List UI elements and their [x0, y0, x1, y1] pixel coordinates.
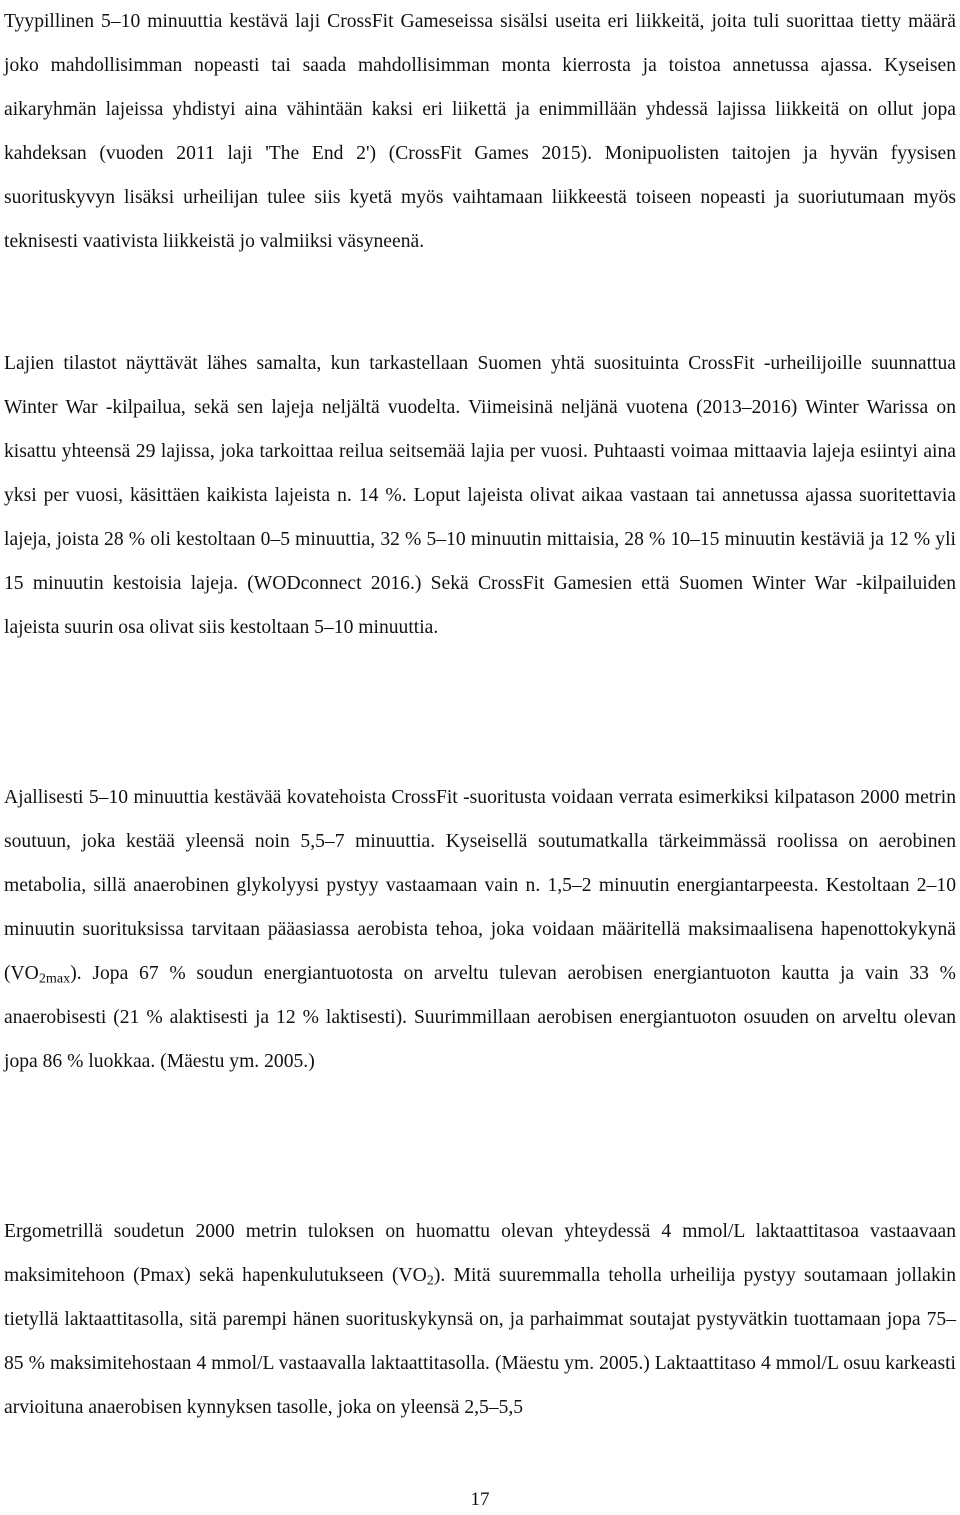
- vo2max-subscript: 2max: [38, 970, 71, 987]
- paragraph-text: Lajien tilastot näyttävät lähes samalta, kun tarkastellaan Suomen yhtä suosituinta CrossFit -urheilijoille suunnattua Winter War -kilpailua, sekä sen lajeja neljältä vuodelta. Viimeisinä neljänä vuotena (2013–2016) Winter Warissa on kisattu yhteensä 29 lajissa, joka tarkoittaa reilua seitsemää lajia per vuosi. Puhtaasti voimaa mittaavia lajeja esiintyi aina yksi per vuosi, käsittäen kaikista lajeista n. 14 %. Loput lajeista olivat aikaa vastaan tai annetussa ajassa suoritettavia lajeja, joista 28 % oli kestoltaan 0–5 minuuttia, 32 % 5–10 minuutin mittaisia, 28 % 10–15 minuutin kestäviä ja 12 % yli 15 minuutin kestoisia lajeja. (WODconnect 2016.) Sekä CrossFit Gamesien että Suomen Winter War -kilpailuiden lajeista suurin osa olivat siis kestoltaan 5–10 minuuttia.: [4, 353, 956, 638]
- document-page: [4, 0, 956, 1515]
- paragraph-lactate-threshold: [4, 1210, 956, 1430]
- paragraph-text: Tyypillinen 5–10 minuuttia kestävä laji CrossFit Gameseissa sisälsi useita eri liikkeitä, joita tuli suorittaa tietty määrä joko mahdollisimman nopeasti tai saada mahdollisimman monta kierrosta ja toistoa annetussa ajassa. Kyseisen aikaryhmän lajeissa yhdistyi aina vähintään kaksi eri liikettä ja enimmillään yhdessä lajissa liikkeitä on ollut jopa kahdeksan (vuoden 2011 laji 'The End 2') (CrossFit Games 2015). Monipuolisten taitojen ja hyvän fyysisen suorituskyvyn lisäksi urheilijan tulee siis kyetä myös vaihtamaan liikkeestä toiseen nopeasti ja suoriutumaan myös teknisesti vaativista liikkeistä jo valmiiksi väsyneenä.: [4, 11, 956, 252]
- paragraph-winter-war-statistics: [4, 342, 956, 650]
- paragraph-text-start: Ajallisesti 5–10 minuuttia kestävää kovatehoista CrossFit -suoritusta voidaan verrata esimerkiksi kilpatason 2000 metrin soutuun, joka kestää yleensä noin 5,5–7 minuuttia. Kyseisellä soutumatkalla tärkeimmässä roolissa on aerobinen metabolia, sillä anaerobinen glykolyysi pystyy vastaamaan vain n. 1,5–2 minuutin energiantarpeesta. Kestoltaan 2–10 minuutin suorituksissa tarvitaan pääasiassa aerobista tehoa, joka voidaan määritellä maksimaalisena hapenottokykynä (VO: [4, 787, 956, 984]
- paragraph-rowing-comparison: [4, 776, 956, 1084]
- paragraph-text-end: ). Jopa 67 % soudun energiantuotosta on arveltu tulevan aerobisen energiantuoton kautta ja vain 33 % anaerobisesti (21 % alaktisesti ja 12 % laktisesti). Suurimmillaan aerobisen energiantuoton osuuden on arveltu olevan jopa 86 % luokkaa. (Mäestu ym. 2005.): [4, 963, 956, 1072]
- vo2-subscript: 2: [426, 1272, 434, 1289]
- paragraph-text-end: ). Mitä suuremmalla teholla urheilija pystyy soutamaan jollakin tietyllä laktaattitasolla, sitä parempi hänen suorituskykynsä on, ja parhaimmat soutajat pystyvätkin tuottamaan jopa 75–85 % maksimitehostaan 4 mmol/L vastaavalla laktaattitasolla. (Mäestu ym. 2005.) Laktaattitaso 4 mmol/L osuu karkeasti arvioituna anaerobisen kynnyksen tasolle, joka on yleensä 2,5–5,5: [4, 1265, 956, 1418]
- paragraph-text-start: Ergometrillä soudetun 2000 metrin tuloksen on huomattu olevan yhteydessä 4 mmol/L laktaattitasoa vastaavaan maksimitehoon (Pmax) sekä hapenkulutukseen (VO: [4, 1221, 956, 1286]
- page-number: 17: [470, 1489, 490, 1510]
- paragraph-crossfit-games-events: [4, 0, 956, 264]
